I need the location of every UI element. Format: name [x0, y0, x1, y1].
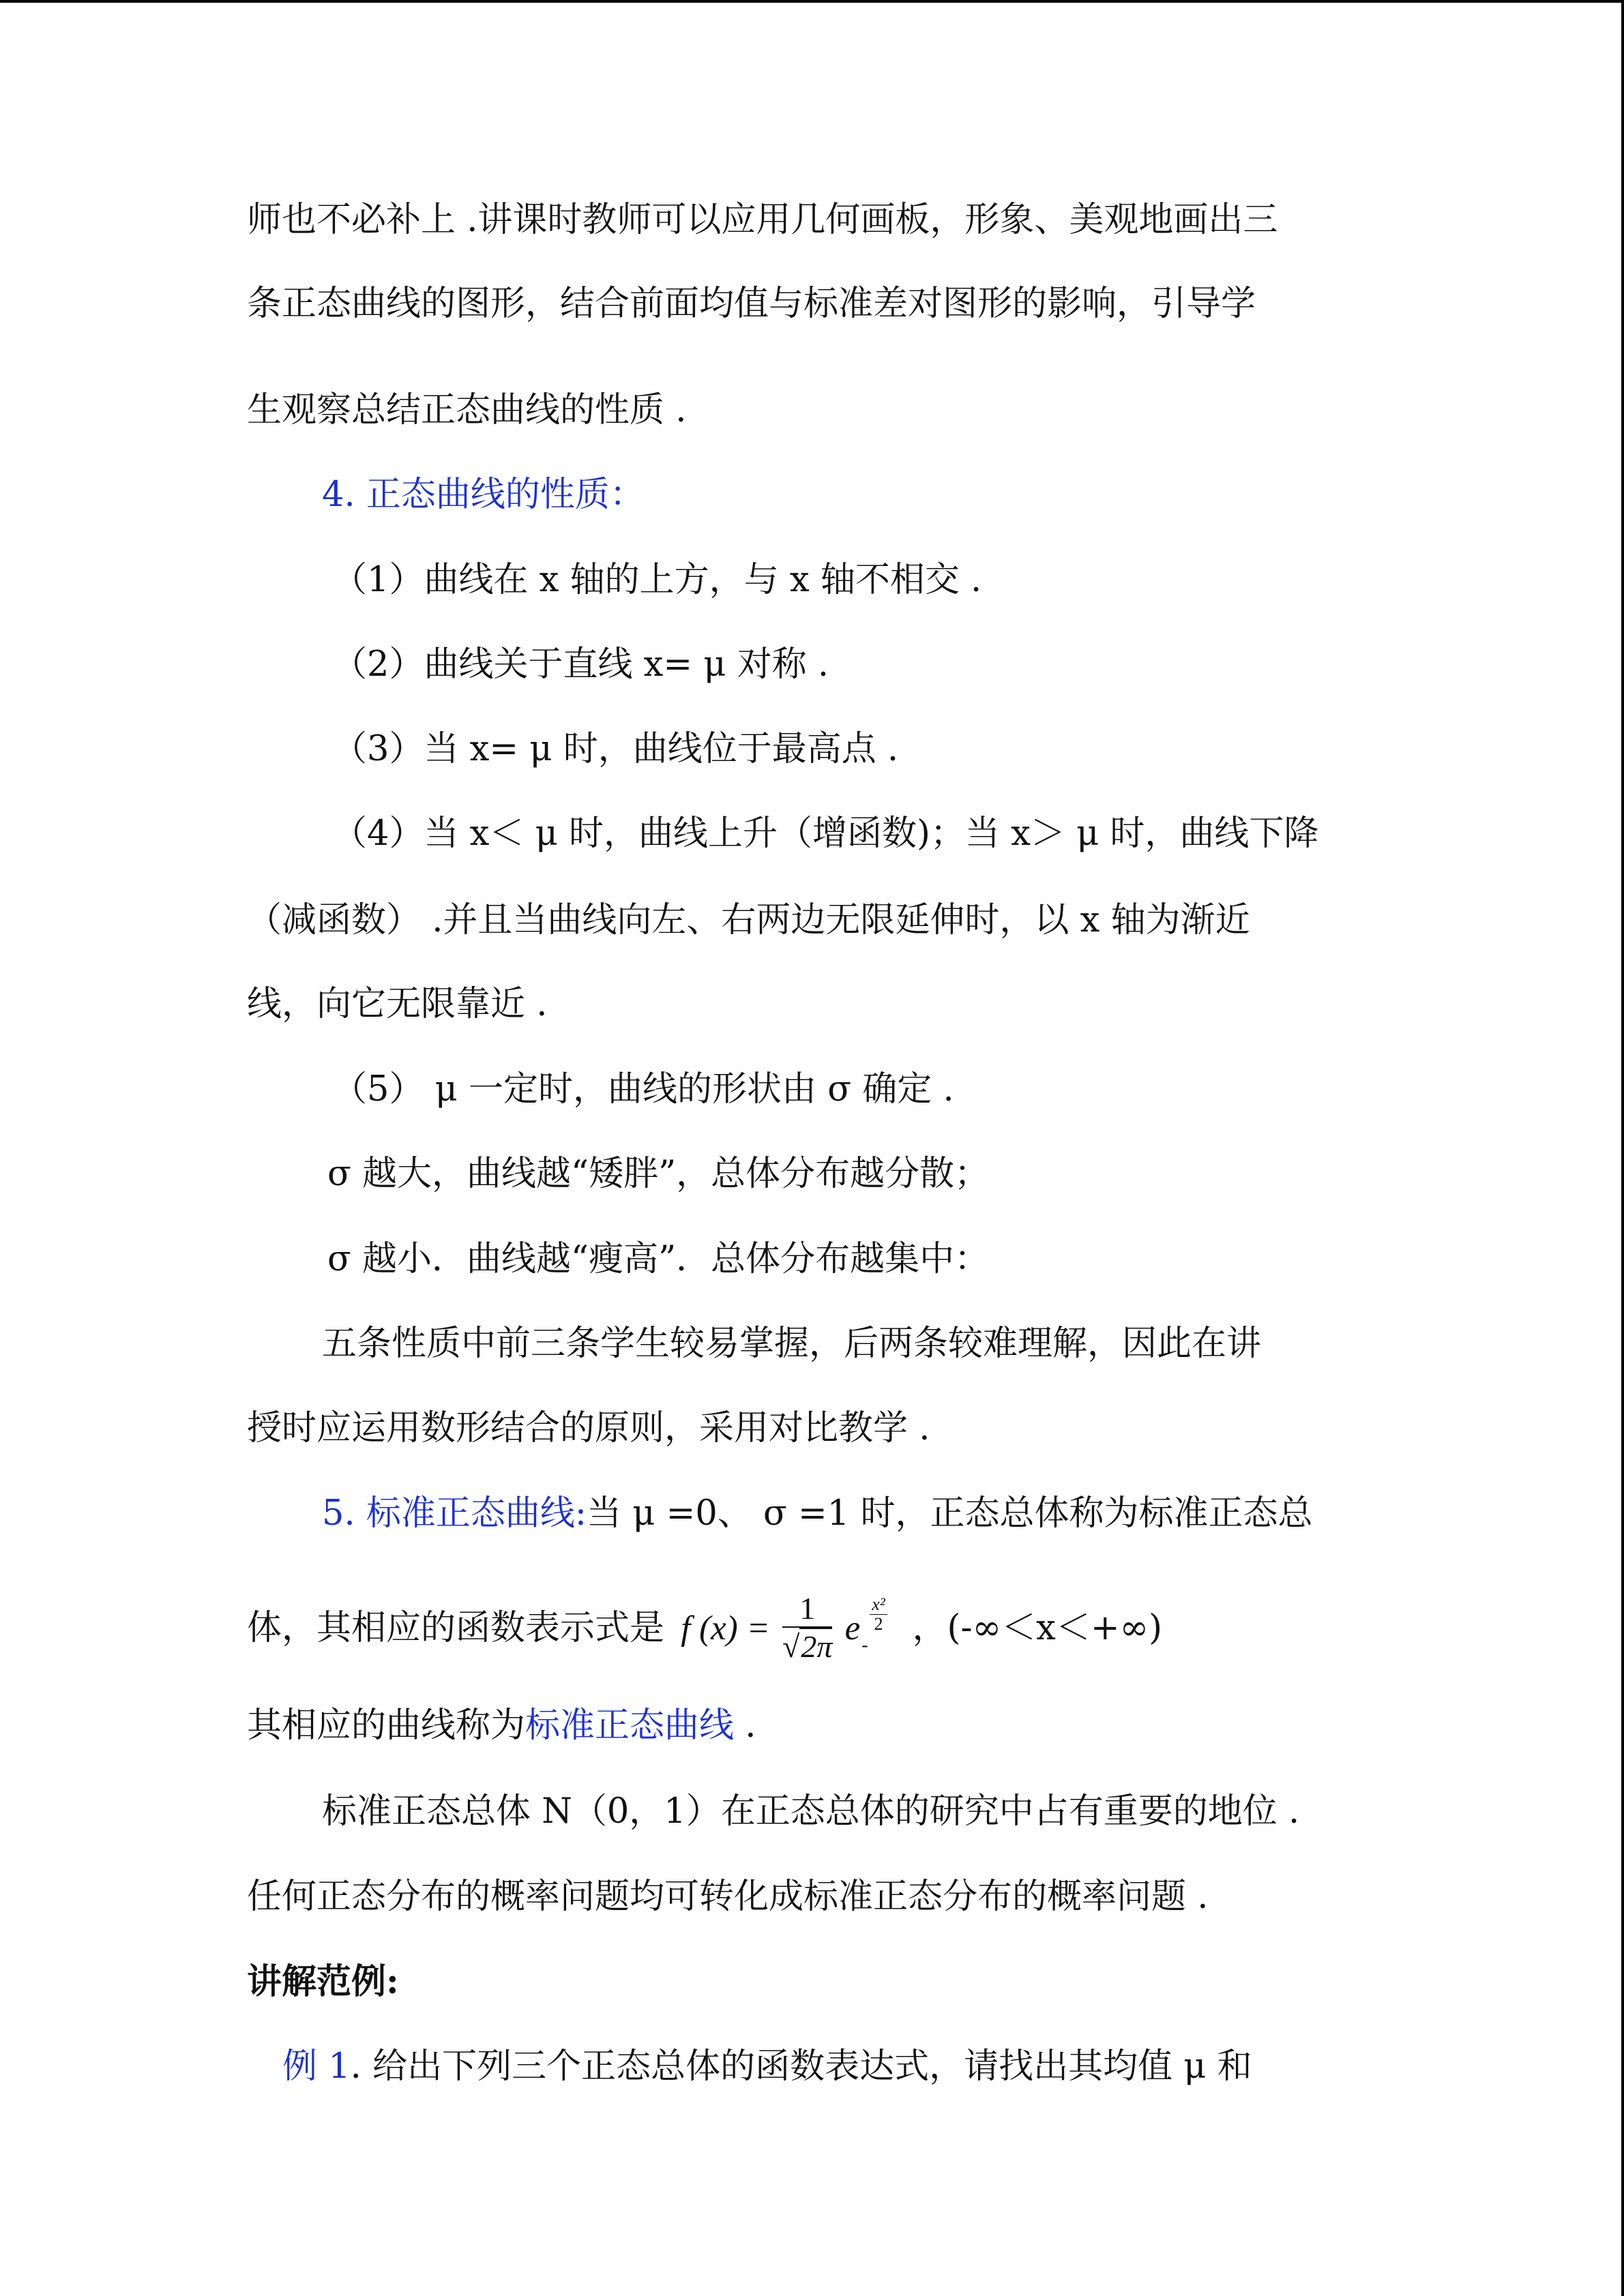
property-3: （3）当 x= μ 时，曲线位于最高点 . [332, 729, 899, 769]
property-2: （2）曲线关于直线 x= μ 对称 . [332, 644, 829, 685]
formula-lhs: f (x) = [681, 1609, 770, 1648]
formula-exponent-fraction [870, 1595, 887, 1634]
formula-numerator: 1 [782, 1591, 832, 1628]
example-1 [282, 2043, 1252, 2091]
definition-end: . [734, 1705, 756, 1746]
formula-exponent-sign: - [861, 1635, 868, 1656]
formula-exponent-numerator: x² [870, 1595, 887, 1615]
standard-population-line: 标准正态总体 N（0，1）在正态总体的研究中占有重要的地位 . [322, 1791, 1300, 1832]
example-text: . 给出下列三个正态总体的函数表达式，请找出其均值 μ 和 [350, 2046, 1252, 2087]
sqrt-icon: √ [782, 1629, 800, 1664]
standard-normal-curve-term: 标准正态曲线 [525, 1705, 735, 1746]
formula-fraction [782, 1591, 832, 1666]
property-4-cont: 线，向它无限靠近 . [247, 984, 548, 1024]
formula-intro: 体，其相应的函数表示式是 [247, 1608, 665, 1648]
section-title-examples: 讲解范例: [247, 1961, 399, 2002]
section-heading-5 [322, 1490, 1312, 1538]
property-5-detail: σ 越小．曲线越“瘦高”．总体分布越集中： [327, 1239, 990, 1279]
formula-line [247, 1585, 1162, 1667]
page-border-top [0, 0, 1624, 3]
example-label: 例 1 [282, 2046, 351, 2087]
property-4-cont: （减函数） .并且当曲线向左、右两边无限延伸时，以 x 轴为渐近 [247, 900, 1250, 940]
definition-text: 其相应的曲线称为 [247, 1705, 526, 1746]
note-line: 五条性质中前三条学生较易掌握，后两条较难理解，因此在讲 [322, 1324, 1262, 1364]
paragraph-line: 条正态曲线的图形，结合前面均值与标准差对图形的影响，引导学 [247, 284, 1256, 324]
property-4: （4）当 x＜ μ 时，曲线上升（增函数)；当 x＞ μ 时，曲线下降 [332, 814, 1319, 854]
formula-exponential: e [844, 1609, 861, 1648]
formula-domain: ，(-∞＜x＜+∞) [912, 1608, 1163, 1648]
standard-normal-condition: 当 μ =0、 σ =1 时，正态总体称为标准正态总 [587, 1493, 1313, 1534]
standard-population-line: 任何正态分布的概率问题均可转化成标准正态分布的概率问题 . [247, 1877, 1209, 1917]
property-1: （1）曲线在 x 轴的上方，与 x 轴不相交 . [332, 560, 982, 600]
section-heading-5-label: 5. 标准正态曲线: [322, 1493, 587, 1534]
property-5-detail: σ 越大，曲线越“矮胖”，总体分布越分散； [327, 1154, 990, 1194]
note-line: 授时应运用数形结合的原则，采用对比教学 . [247, 1408, 930, 1448]
formula-denominator [782, 1628, 832, 1666]
formula-exponent-denominator: 2 [874, 1614, 883, 1634]
formula-denominator-value: 2π [801, 1629, 833, 1664]
property-5: （5） μ 一定时，曲线的形状由 σ 确定 . [332, 1069, 954, 1109]
paragraph-line: 师也不必补上 .讲课时教师可以应用几何画板，形象、美观地画出三 [247, 200, 1278, 240]
formula-exponent [860, 1594, 901, 1656]
section-heading-4: 4. 正态曲线的性质： [322, 475, 645, 515]
page-border-right [1621, 0, 1624, 2296]
standard-curve-definition [247, 1702, 756, 1750]
paragraph-line: 生观察总结正态曲线的性质 . [247, 390, 687, 430]
